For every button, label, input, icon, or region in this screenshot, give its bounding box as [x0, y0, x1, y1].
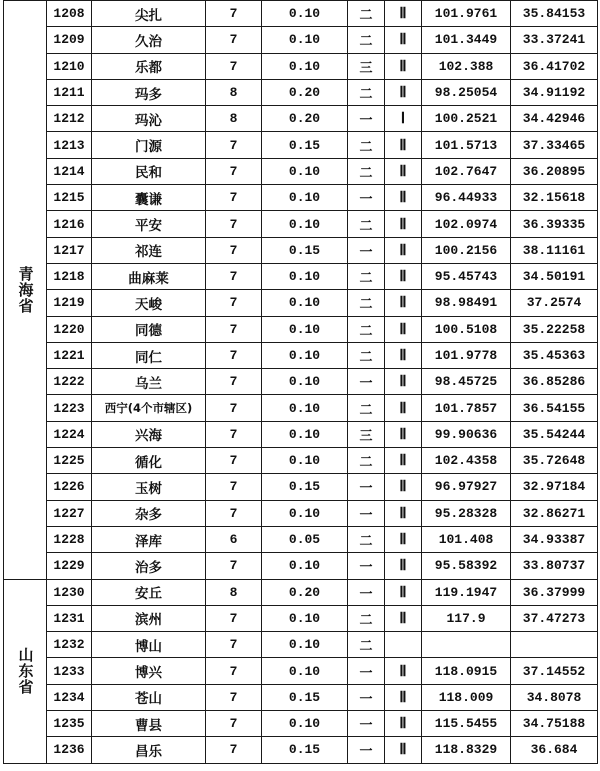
- pga-value: 0.10: [262, 211, 348, 237]
- row-number: 1225: [47, 448, 92, 474]
- pga-value: 0.10: [262, 658, 348, 684]
- pga-value: 0.10: [262, 53, 348, 79]
- row-number: 1211: [47, 79, 92, 105]
- latitude-value: 35.54244: [511, 421, 598, 447]
- intensity-value: 8: [206, 79, 262, 105]
- place-name: 博山: [92, 632, 206, 658]
- latitude-value: 36.37999: [511, 579, 598, 605]
- table-row: [4, 737, 598, 763]
- longitude-value: 99.90636: [422, 421, 511, 447]
- intensity-value: 7: [206, 27, 262, 53]
- site-class: Ⅱ: [385, 27, 422, 53]
- table-row: [4, 711, 598, 737]
- site-class: Ⅱ: [385, 369, 422, 395]
- intensity-value: 7: [206, 500, 262, 526]
- design-group: 三: [348, 421, 385, 447]
- place-name: 苍山: [92, 684, 206, 710]
- place-name: 民和: [92, 158, 206, 184]
- latitude-value: 35.84153: [511, 1, 598, 27]
- pga-value: 0.10: [262, 605, 348, 631]
- latitude-value: 38.11161: [511, 237, 598, 263]
- design-group: 二: [348, 395, 385, 421]
- table-row: [4, 53, 598, 79]
- table-row: [4, 132, 598, 158]
- design-group: 二: [348, 263, 385, 289]
- table-row: [4, 211, 598, 237]
- table-row: [4, 342, 598, 368]
- row-number: 1233: [47, 658, 92, 684]
- row-number: 1217: [47, 237, 92, 263]
- intensity-value: 7: [206, 684, 262, 710]
- longitude-value: 100.2156: [422, 237, 511, 263]
- row-number: 1224: [47, 421, 92, 447]
- place-name: 治多: [92, 553, 206, 579]
- intensity-value: 7: [206, 342, 262, 368]
- longitude-value: 102.4358: [422, 448, 511, 474]
- site-class: Ⅱ: [385, 185, 422, 211]
- latitude-value: 34.93387: [511, 526, 598, 552]
- latitude-value: 34.50191: [511, 263, 598, 289]
- place-name: 久治: [92, 27, 206, 53]
- table-row: [4, 421, 598, 447]
- intensity-value: 7: [206, 737, 262, 763]
- place-name: 杂多: [92, 500, 206, 526]
- latitude-value: 33.37241: [511, 27, 598, 53]
- row-number: 1209: [47, 27, 92, 53]
- site-class: Ⅱ: [385, 711, 422, 737]
- row-number: 1230: [47, 579, 92, 605]
- site-class: Ⅱ: [385, 684, 422, 710]
- design-group: 一: [348, 237, 385, 263]
- site-class: Ⅱ: [385, 526, 422, 552]
- row-number: 1218: [47, 263, 92, 289]
- longitude-value: 119.1947: [422, 579, 511, 605]
- row-number: 1208: [47, 1, 92, 27]
- intensity-value: 7: [206, 158, 262, 184]
- row-number: 1222: [47, 369, 92, 395]
- latitude-value: 32.97184: [511, 474, 598, 500]
- intensity-value: 8: [206, 106, 262, 132]
- intensity-value: 7: [206, 421, 262, 447]
- row-number: 1221: [47, 342, 92, 368]
- site-class: Ⅱ: [385, 579, 422, 605]
- site-class: Ⅱ: [385, 448, 422, 474]
- intensity-value: 7: [206, 263, 262, 289]
- design-group: 二: [348, 632, 385, 658]
- latitude-value: 34.42946: [511, 106, 598, 132]
- latitude-value: 37.47273: [511, 605, 598, 631]
- site-class: Ⅱ: [385, 500, 422, 526]
- row-number: 1236: [47, 737, 92, 763]
- table-row: [4, 448, 598, 474]
- longitude-value: 118.8329: [422, 737, 511, 763]
- longitude-value: 98.45725: [422, 369, 511, 395]
- table-body: [4, 1, 598, 764]
- design-group: 二: [348, 605, 385, 631]
- intensity-value: 7: [206, 553, 262, 579]
- longitude-value: 101.5713: [422, 132, 511, 158]
- row-number: 1220: [47, 316, 92, 342]
- site-class: Ⅰ: [385, 106, 422, 132]
- pga-value: 0.10: [262, 342, 348, 368]
- longitude-value: 102.0974: [422, 211, 511, 237]
- place-name: 乐都: [92, 53, 206, 79]
- table-row: [4, 658, 598, 684]
- pga-value: 0.10: [262, 290, 348, 316]
- latitude-value: 37.2574: [511, 290, 598, 316]
- place-name: 平安: [92, 211, 206, 237]
- pga-value: 0.10: [262, 711, 348, 737]
- latitude-value: 34.75188: [511, 711, 598, 737]
- intensity-value: 7: [206, 448, 262, 474]
- longitude-value: 100.2521: [422, 106, 511, 132]
- row-number: 1234: [47, 684, 92, 710]
- intensity-value: 7: [206, 211, 262, 237]
- design-group: 一: [348, 579, 385, 605]
- latitude-value: 36.54155: [511, 395, 598, 421]
- site-class: Ⅱ: [385, 737, 422, 763]
- row-number: 1228: [47, 526, 92, 552]
- latitude-value: 33.80737: [511, 553, 598, 579]
- row-number: 1235: [47, 711, 92, 737]
- design-group: 一: [348, 369, 385, 395]
- row-number: 1223: [47, 395, 92, 421]
- latitude-value: 37.14552: [511, 658, 598, 684]
- table-row: [4, 474, 598, 500]
- site-class: Ⅱ: [385, 211, 422, 237]
- longitude-value: 101.7857: [422, 395, 511, 421]
- longitude-value: 115.5455: [422, 711, 511, 737]
- design-group: 一: [348, 658, 385, 684]
- row-number: 1214: [47, 158, 92, 184]
- site-class: Ⅱ: [385, 316, 422, 342]
- place-name: 博兴: [92, 658, 206, 684]
- table-row: [4, 316, 598, 342]
- latitude-value: 37.33465: [511, 132, 598, 158]
- pga-value: 0.10: [262, 316, 348, 342]
- pga-value: 0.15: [262, 132, 348, 158]
- pga-value: 0.10: [262, 395, 348, 421]
- intensity-value: 7: [206, 474, 262, 500]
- longitude-value: 118.0915: [422, 658, 511, 684]
- design-group: 二: [348, 290, 385, 316]
- longitude-value: 100.5108: [422, 316, 511, 342]
- design-group: 二: [348, 211, 385, 237]
- place-name: 囊谦: [92, 185, 206, 211]
- longitude-value: 117.9: [422, 605, 511, 631]
- latitude-value: 32.15618: [511, 185, 598, 211]
- table-row: [4, 632, 598, 658]
- table-row: [4, 526, 598, 552]
- pga-value: 0.10: [262, 185, 348, 211]
- intensity-value: 7: [206, 237, 262, 263]
- site-class: Ⅱ: [385, 421, 422, 447]
- intensity-value: 7: [206, 632, 262, 658]
- pga-value: 0.15: [262, 474, 348, 500]
- latitude-value: 35.22258: [511, 316, 598, 342]
- row-number: 1231: [47, 605, 92, 631]
- latitude-value: [511, 632, 598, 658]
- place-name: 玛沁: [92, 106, 206, 132]
- place-name: 天峻: [92, 290, 206, 316]
- pga-value: 0.15: [262, 684, 348, 710]
- design-group: 一: [348, 106, 385, 132]
- table-row: [4, 263, 598, 289]
- longitude-value: 101.9761: [422, 1, 511, 27]
- intensity-value: 7: [206, 605, 262, 631]
- design-group: 二: [348, 132, 385, 158]
- row-number: 1213: [47, 132, 92, 158]
- place-name: 门源: [92, 132, 206, 158]
- design-group: 一: [348, 553, 385, 579]
- design-group: 二: [348, 1, 385, 27]
- longitude-value: 101.3449: [422, 27, 511, 53]
- pga-value: 0.05: [262, 526, 348, 552]
- site-class: Ⅱ: [385, 658, 422, 684]
- longitude-value: 95.45743: [422, 263, 511, 289]
- latitude-value: 34.8078: [511, 684, 598, 710]
- pga-value: 0.10: [262, 421, 348, 447]
- design-group: 一: [348, 737, 385, 763]
- pga-value: 0.10: [262, 158, 348, 184]
- place-name: 玛多: [92, 79, 206, 105]
- province-name: 青海省: [4, 1, 47, 580]
- latitude-value: 36.41702: [511, 53, 598, 79]
- design-group: 一: [348, 474, 385, 500]
- intensity-value: 6: [206, 526, 262, 552]
- site-class: Ⅱ: [385, 290, 422, 316]
- table-row: [4, 395, 598, 421]
- design-group: 一: [348, 500, 385, 526]
- pga-value: 0.20: [262, 106, 348, 132]
- site-class: Ⅱ: [385, 158, 422, 184]
- place-name: 同德: [92, 316, 206, 342]
- row-number: 1212: [47, 106, 92, 132]
- pga-value: 0.10: [262, 263, 348, 289]
- design-group: 二: [348, 342, 385, 368]
- longitude-value: 98.25054: [422, 79, 511, 105]
- pga-value: 0.10: [262, 27, 348, 53]
- row-number: 1210: [47, 53, 92, 79]
- site-class: Ⅱ: [385, 79, 422, 105]
- province-name: 山东省: [4, 579, 47, 763]
- table-row: [4, 290, 598, 316]
- site-class: [385, 632, 422, 658]
- place-name: 曹县: [92, 711, 206, 737]
- site-class: Ⅱ: [385, 474, 422, 500]
- row-number: 1232: [47, 632, 92, 658]
- pga-value: 0.10: [262, 448, 348, 474]
- latitude-value: 36.39335: [511, 211, 598, 237]
- place-name: 滨州: [92, 605, 206, 631]
- table-row: [4, 106, 598, 132]
- longitude-value: 95.28328: [422, 500, 511, 526]
- site-class: Ⅱ: [385, 605, 422, 631]
- design-group: 二: [348, 526, 385, 552]
- latitude-value: 36.684: [511, 737, 598, 763]
- place-name: 循化: [92, 448, 206, 474]
- place-name: 玉树: [92, 474, 206, 500]
- place-name: 曲麻莱: [92, 263, 206, 289]
- seismic-parameter-table: [3, 0, 598, 764]
- design-group: 二: [348, 79, 385, 105]
- latitude-value: 35.72648: [511, 448, 598, 474]
- place-name: 安丘: [92, 579, 206, 605]
- longitude-value: 102.7647: [422, 158, 511, 184]
- site-class: Ⅱ: [385, 53, 422, 79]
- longitude-value: 96.97927: [422, 474, 511, 500]
- longitude-value: 118.009: [422, 684, 511, 710]
- place-name: 泽库: [92, 526, 206, 552]
- row-number: 1229: [47, 553, 92, 579]
- table-row: [4, 605, 598, 631]
- longitude-value: 96.44933: [422, 185, 511, 211]
- site-class: Ⅱ: [385, 263, 422, 289]
- latitude-value: 34.91192: [511, 79, 598, 105]
- design-group: 二: [348, 27, 385, 53]
- place-name: 兴海: [92, 421, 206, 447]
- table-row: [4, 369, 598, 395]
- design-group: 二: [348, 448, 385, 474]
- place-name: 乌兰: [92, 369, 206, 395]
- pga-value: 0.20: [262, 79, 348, 105]
- design-group: 二: [348, 158, 385, 184]
- table-row: [4, 185, 598, 211]
- pga-value: 0.10: [262, 500, 348, 526]
- longitude-value: [422, 632, 511, 658]
- site-class: Ⅱ: [385, 553, 422, 579]
- table-row: [4, 1, 598, 27]
- pga-value: 0.10: [262, 632, 348, 658]
- table-row: [4, 27, 598, 53]
- intensity-value: 7: [206, 290, 262, 316]
- pga-value: 0.15: [262, 737, 348, 763]
- table-row: [4, 684, 598, 710]
- table-row: [4, 237, 598, 263]
- place-name: 同仁: [92, 342, 206, 368]
- latitude-value: 35.45363: [511, 342, 598, 368]
- place-name: 尖扎: [92, 1, 206, 27]
- place-name: 祁连: [92, 237, 206, 263]
- longitude-value: 98.98491: [422, 290, 511, 316]
- intensity-value: 8: [206, 579, 262, 605]
- latitude-value: 32.86271: [511, 500, 598, 526]
- row-number: 1227: [47, 500, 92, 526]
- latitude-value: 36.20895: [511, 158, 598, 184]
- design-group: 一: [348, 185, 385, 211]
- intensity-value: 7: [206, 132, 262, 158]
- row-number: 1226: [47, 474, 92, 500]
- intensity-value: 7: [206, 1, 262, 27]
- design-group: 一: [348, 684, 385, 710]
- pga-value: 0.20: [262, 579, 348, 605]
- place-name: 昌乐: [92, 737, 206, 763]
- intensity-value: 7: [206, 185, 262, 211]
- table-row: [4, 553, 598, 579]
- intensity-value: 7: [206, 316, 262, 342]
- site-class: Ⅱ: [385, 1, 422, 27]
- pga-value: 0.15: [262, 237, 348, 263]
- table-row: [4, 79, 598, 105]
- design-group: 二: [348, 316, 385, 342]
- intensity-value: 7: [206, 369, 262, 395]
- pga-value: 0.10: [262, 369, 348, 395]
- intensity-value: 7: [206, 395, 262, 421]
- longitude-value: 101.408: [422, 526, 511, 552]
- site-class: Ⅱ: [385, 395, 422, 421]
- longitude-value: 95.58392: [422, 553, 511, 579]
- site-class: Ⅱ: [385, 342, 422, 368]
- design-group: 三: [348, 53, 385, 79]
- table-row: [4, 500, 598, 526]
- row-number: 1219: [47, 290, 92, 316]
- place-name: 西宁(4个市辖区): [92, 395, 206, 421]
- site-class: Ⅱ: [385, 237, 422, 263]
- table-row: [4, 158, 598, 184]
- intensity-value: 7: [206, 53, 262, 79]
- latitude-value: 36.85286: [511, 369, 598, 395]
- intensity-value: 7: [206, 658, 262, 684]
- row-number: 1216: [47, 211, 92, 237]
- table-row: [4, 579, 598, 605]
- pga-value: 0.10: [262, 1, 348, 27]
- site-class: Ⅱ: [385, 132, 422, 158]
- row-number: 1215: [47, 185, 92, 211]
- design-group: 一: [348, 711, 385, 737]
- longitude-value: 102.388: [422, 53, 511, 79]
- intensity-value: 7: [206, 711, 262, 737]
- longitude-value: 101.9778: [422, 342, 511, 368]
- pga-value: 0.10: [262, 553, 348, 579]
